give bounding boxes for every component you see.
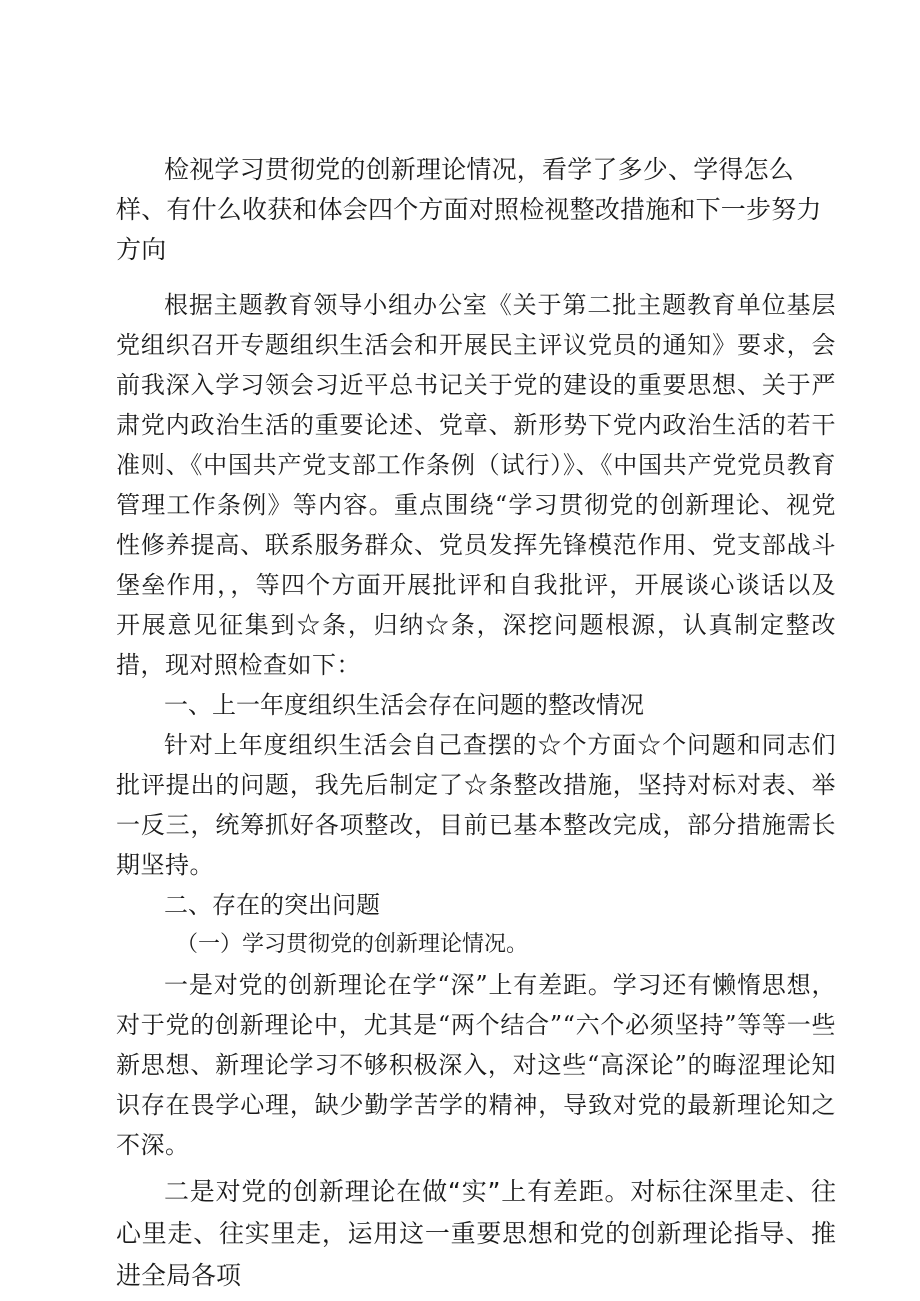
section-heading-1: 一、上一年度组织生活会存在问题的整改情况 — [164, 691, 644, 719]
subsection-heading-1: （一）学习贯彻党的创新理论情况。 — [176, 932, 529, 957]
document-body — [116, 285, 836, 1297]
document-title: 检视学习贯彻党的创新理论情况，看学了多少、学得怎么样、有什么收获和体会四个方面对照检视整改措施和下一步努力方向 — [116, 155, 822, 264]
section-heading-2: 二、存在的突出问题 — [164, 891, 380, 919]
section1-paragraph: 针对上年度组织生活会自己查摆的☆个方面☆个问题和同志们批评提出的问题，我先后制定了☆条整改措施，坚持对标对表、举一反三，统筹抓好各项整改，目前已基本整改完成，部分措施需长期坚持。 — [116, 731, 836, 879]
point-1-paragraph: 一是对党的创新理论在学“深”上有差距。学习还有懒惰思想，对于党的创新理论中，尤其是“两个结合”“六个必须坚持”等等一些新思想、新理论学习不够积极深入，对这些“高深论”的晦涩理论知识存在畏学心理，缺少勤学苦学的精神，导致对党的最新理论知之不深。 — [116, 971, 836, 1159]
point-2-paragraph: 二是对党的创新理论在做“实”上有差距。对标往深里走、往心里走、往实里走，运用这一重要思想和党的创新理论指导、推进全局各项 — [116, 1177, 836, 1290]
intro-paragraph: 根据主题教育领导小组办公室《关于第二批主题教育单位基层党组织召开专题组织生活会和开展民主评议党员的通知》要求，会前我深入学习领会习近平总书记关于党的建设的重要思想、关于严肃党内政治生活的重要论述、党章、新形势下党内政治生活的若干准则、《中国共产党支部工作条例（试行）》、《中国共产党党员教育管理工作条例》等内容。重点围绕“学习贯彻党的创新理论、视党性修养提高、联系服务群众、党员发挥先锋模范作用、党支部战斗堡垒作用，，等四个方面开展批评和自我批评，开展谈心谈话以及开展意见征集到☆条，归纳☆条，深挖问题根源，认真制定整改措，现对照检查如下： — [116, 291, 836, 679]
